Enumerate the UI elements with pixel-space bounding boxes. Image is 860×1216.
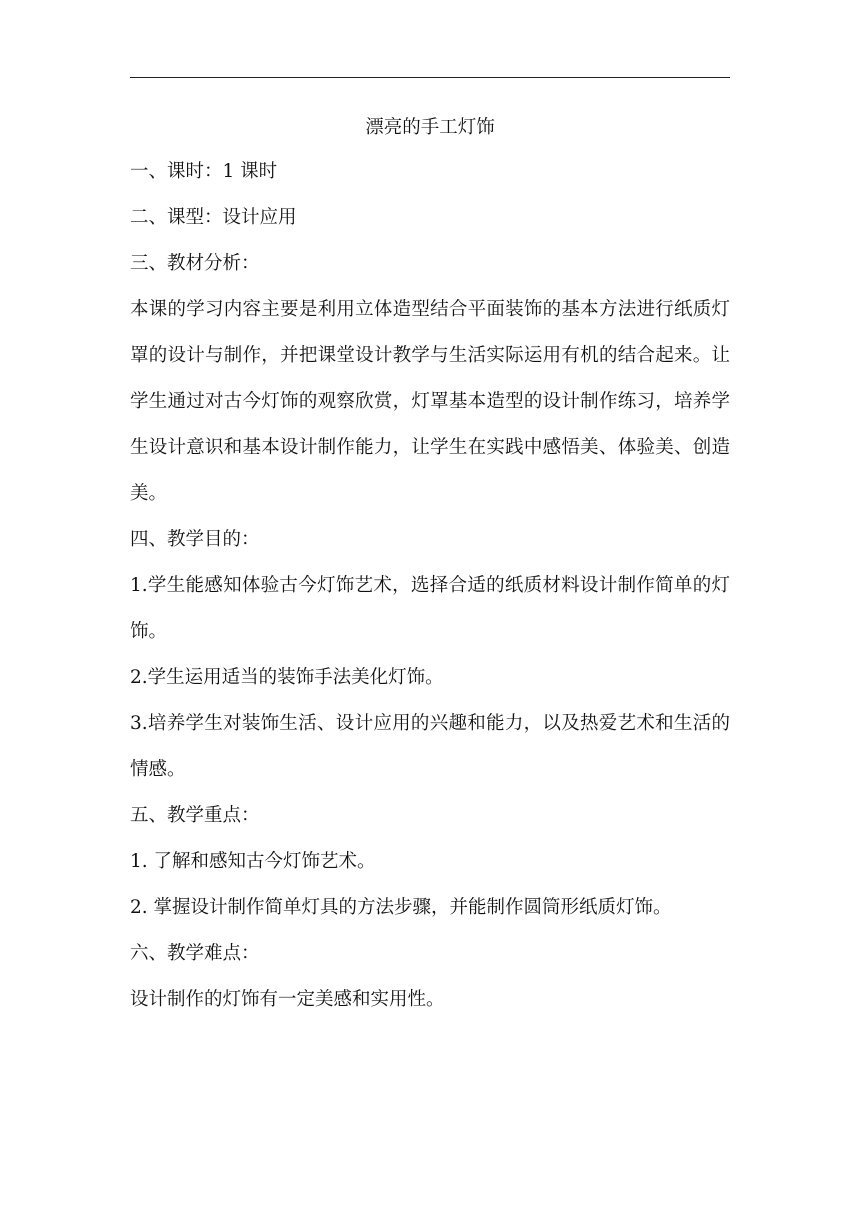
key-points-heading: 五、教学重点： xyxy=(130,805,260,826)
class-hours-line: 一、课时：1 课时 xyxy=(130,161,278,182)
key-point-item-2: 2. 掌握设计制作简单灯具的方法步骤，并能制作圆筒形纸质灯饰。 xyxy=(130,897,672,918)
analysis-heading: 三、教材分析： xyxy=(130,253,260,274)
header-rule xyxy=(130,77,730,78)
difficulties-paragraph: 设计制作的灯饰有一定美感和实用性。 xyxy=(130,989,445,1010)
objective-item-1: 1.学生能感知体验古今灯饰艺术，选择合适的纸质材料设计制作简单的灯饰。 xyxy=(130,575,730,642)
document-body xyxy=(130,112,730,1023)
objectives-heading: 四、教学目的： xyxy=(130,529,260,550)
page-title: 漂亮的手工灯饰 xyxy=(365,117,495,138)
analysis-paragraph: 本课的学习内容主要是利用立体造型结合平面装饰的基本方法进行纸质灯罩的设计与制作，并把课堂设计教学与生活实际运用有机的结合起来。让学生通过对古今灯饰的观察欣赏，灯罩基本造型的设计制作练习，培养学生设计意识和基本设计制作能力，让学生在实践中感悟美、体验美、创造美。 xyxy=(130,299,730,504)
objective-item-3: 3.培养学生对装饰生活、设计应用的兴趣和能力，以及热爱艺术和生活的情感。 xyxy=(130,713,730,780)
lesson-type-line: 二、课型：设计应用 xyxy=(130,207,297,228)
objective-item-2: 2.学生运用适当的装饰手法美化灯饰。 xyxy=(130,667,444,688)
difficulties-heading: 六、教学难点： xyxy=(130,943,260,964)
key-point-item-1: 1. 了解和感知古今灯饰艺术。 xyxy=(130,851,376,872)
